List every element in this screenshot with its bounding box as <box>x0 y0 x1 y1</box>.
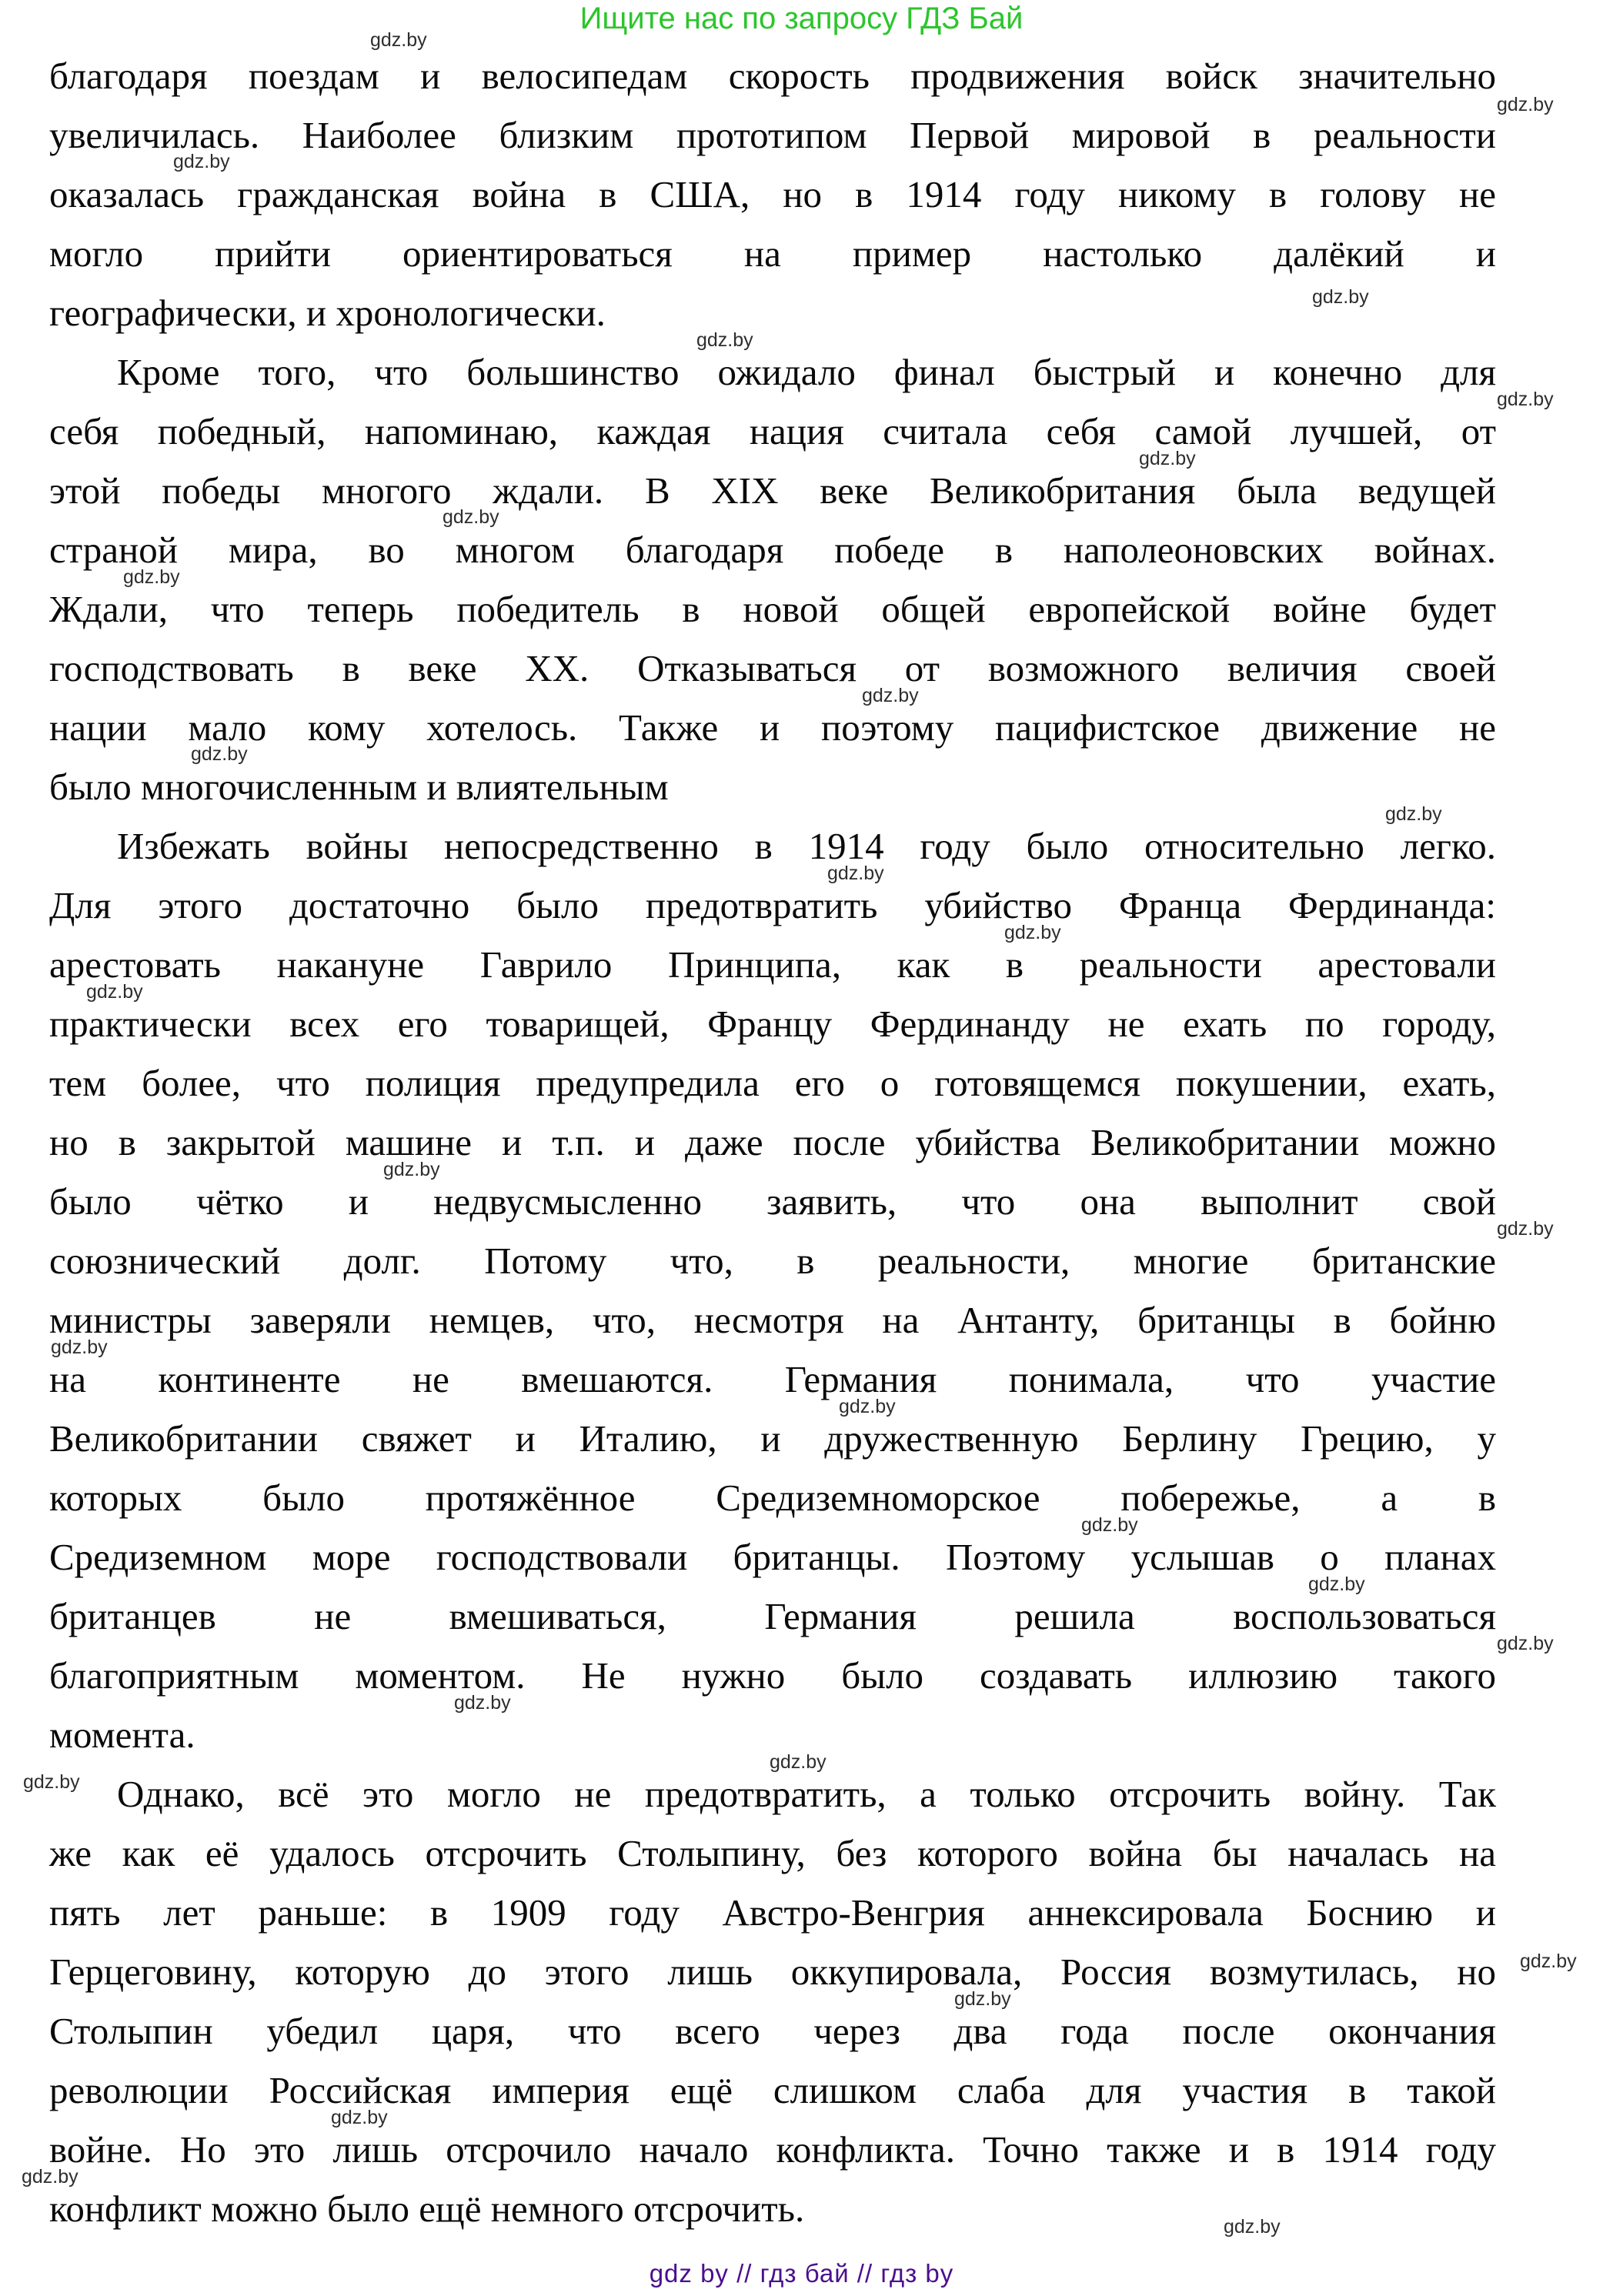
text-line: благодаря поездам и велосипедам скорость продвижения войск значительно <box>49 55 1496 97</box>
gdz-watermark: gdz.by <box>383 1159 440 1180</box>
text-line: географически, и хронологически. <box>49 292 606 334</box>
gdz-watermark: gdz.by <box>86 981 143 1003</box>
gdz-watermark: gdz.by <box>331 2107 388 2128</box>
text-line: британцев не вмешиваться, Германия решила воспользоваться <box>49 1595 1496 1637</box>
gdz-watermark: gdz.by <box>1308 1573 1365 1595</box>
text-line: арестовать накануне Гаврило Принципа, как в реальности арестовали <box>49 943 1496 986</box>
text-line: пять лет раньше: в 1909 году Австро-Венгрия аннексировала Боснию и <box>49 1891 1496 1934</box>
gdz-watermark: gdz.by <box>1081 1514 1138 1536</box>
gdz-watermark: gdz.by <box>1497 389 1554 410</box>
footer-links-text: gdz by // гдз бай // гдз by <box>649 2259 954 2288</box>
text-line: могло прийти ориентироваться на пример настолько далёкий и <box>49 232 1496 275</box>
gdz-watermark: gdz.by <box>1385 803 1442 825</box>
gdz-watermark: gdz.by <box>1312 286 1369 308</box>
gdz-watermark: gdz.by <box>454 1692 511 1714</box>
text-line: было многочисленным и влиятельным <box>49 766 669 808</box>
gdz-watermark: gdz.by <box>442 506 499 528</box>
text-line: Столыпин убедил царя, что всего через два года после окончания <box>49 2010 1496 2052</box>
text-line: страной мира, во многом благодаря победе в наполеоновских войнах. <box>49 529 1496 571</box>
text-line: тем более, что полиция предупредила его о готовящемся покушении, ехать, <box>49 1062 1496 1104</box>
text-line: господствовать в веке XX. Отказываться от возможного величия своей <box>49 647 1496 689</box>
text-line: войне. Но это лишь отсрочило начало конфликта. Точно также и в 1914 году <box>49 2128 1496 2171</box>
text-line: практически всех его товарищей, Францу Фердинанду не ехать по городу, <box>49 1003 1496 1045</box>
gdz-watermark: gdz.by <box>1520 1951 1577 1972</box>
promo-header-text: Ищите нас по запросу ГДЗ Бай <box>579 2 1024 35</box>
text-line: союзнический долг. Потому что, в реальности, многие британские <box>49 1240 1496 1282</box>
text-line: момента. <box>49 1714 195 1756</box>
text-line: себя победный, напоминаю, каждая нация считала себя самой лучшей, от <box>49 410 1496 452</box>
text-line: благоприятным моментом. Не нужно было создавать иллюзию такого <box>49 1654 1496 1697</box>
gdz-watermark: gdz.by <box>370 29 427 51</box>
text-line: же как её удалось отсрочить Столыпину, без которого война бы началась на <box>49 1832 1496 1874</box>
text-line: нации мало кому хотелось. Также и поэтому пацифистское движение не <box>49 706 1496 749</box>
text-line: конфликт можно было ещё немного отсрочить. <box>49 2188 805 2230</box>
gdz-watermark: gdz.by <box>954 1988 1011 2010</box>
gdz-watermark: gdz.by <box>123 566 180 588</box>
text-line: но в закрытой машине и т.п. и даже после убийства Великобритании можно <box>49 1121 1496 1163</box>
gdz-watermark: gdz.by <box>1224 2216 1281 2238</box>
text-line: Герцеговину, которую до этого лишь оккупировала, Россия возмутилась, но <box>49 1951 1496 1993</box>
text-line: Однако, всё это могло не предотвратить, а только отсрочить войну. Так <box>117 1773 1496 1815</box>
gdz-watermark: gdz.by <box>1139 448 1196 469</box>
text-line: которых было протяжённое Средиземноморское побережье, а в <box>49 1477 1496 1519</box>
text-line: Избежать войны непосредственно в 1914 году было относительно легко. <box>117 825 1496 867</box>
gdz-watermark: gdz.by <box>173 151 230 172</box>
text-line: оказалась гражданская война в США, но в 1914 году никому в голову не <box>49 173 1496 215</box>
gdz-watermark: gdz.by <box>1497 1633 1554 1654</box>
gdz-watermark: gdz.by <box>862 685 919 706</box>
text-line: было чётко и недвусмысленно заявить, что она выполнит свой <box>49 1180 1496 1223</box>
gdz-watermark: gdz.by <box>827 863 884 884</box>
body-text <box>49 46 1496 2238</box>
gdz-watermark: gdz.by <box>1004 922 1061 943</box>
text-line: Ждали, что теперь победитель в новой общей европейской войне будет <box>49 588 1496 630</box>
text-line: этой победы многого ждали. В XIX веке Великобритания была ведущей <box>49 469 1496 512</box>
text-line: министры заверяли немцев, что, несмотря на Антанту, британцы в бойню <box>49 1299 1496 1341</box>
gdz-watermark: gdz.by <box>191 743 248 765</box>
gdz-watermark: gdz.by <box>696 329 753 351</box>
text-line: Средиземном море господствовали британцы. Поэтому услышав о планах <box>49 1536 1496 1578</box>
gdz-watermark: gdz.by <box>1497 94 1554 115</box>
text-line: революции Российская империя ещё слишком слаба для участия в такой <box>49 2069 1496 2111</box>
gdz-watermark: gdz.by <box>23 1771 80 1793</box>
text-line: Для этого достаточно было предотвратить убийство Франца Фердинанда: <box>49 884 1496 926</box>
gdz-watermark: gdz.by <box>770 1751 827 1773</box>
gdz-watermark: gdz.by <box>839 1396 896 1417</box>
text-line: Кроме того, что большинство ожидало финал быстрый и конечно для <box>117 351 1496 393</box>
gdz-watermark: gdz.by <box>1497 1218 1554 1240</box>
text-line: увеличилась. Наиболее близким прототипом Первой мировой в реальности <box>49 114 1496 156</box>
gdz-watermark: gdz.by <box>22 2166 78 2188</box>
text-line: Великобритании свяжет и Италию, и дружественную Берлину Грецию, у <box>49 1417 1496 1460</box>
text-line: на континенте не вмешаются. Германия понимала, что участие <box>49 1358 1496 1400</box>
gdz-watermark: gdz.by <box>51 1337 108 1358</box>
